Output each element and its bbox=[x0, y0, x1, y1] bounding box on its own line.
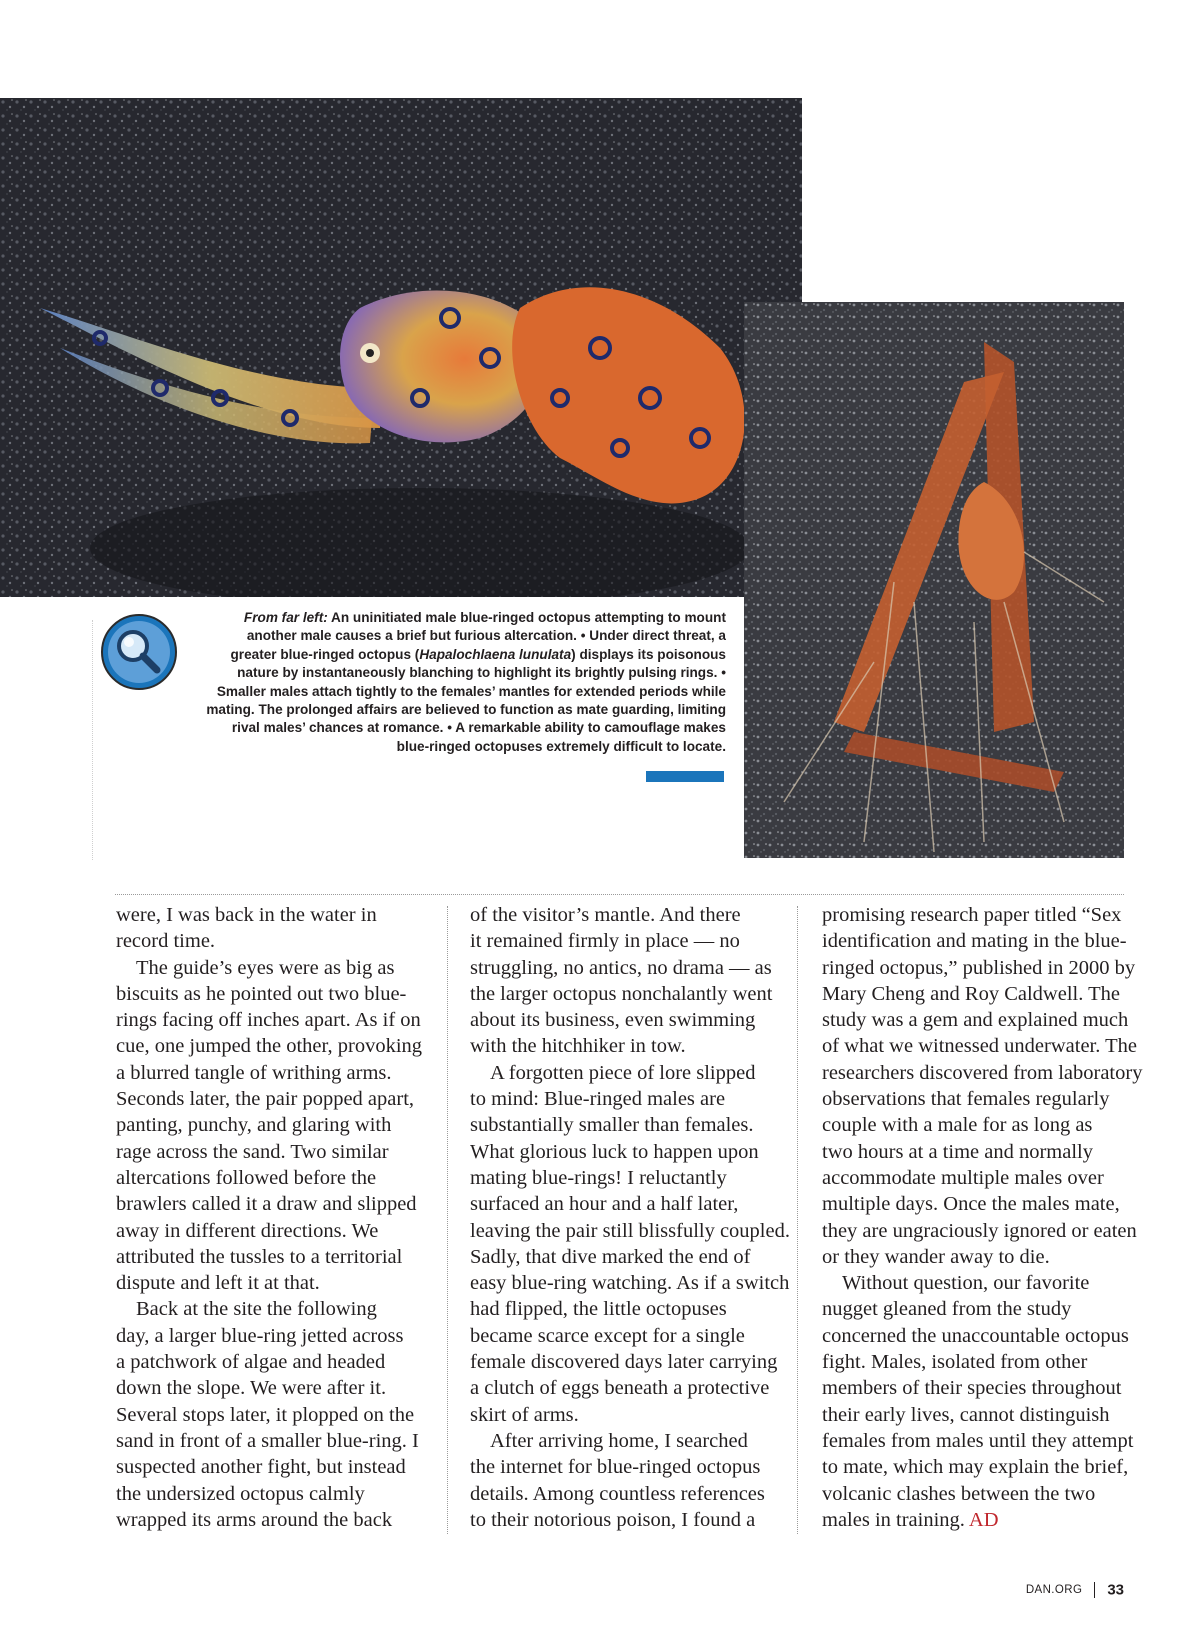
octopus-photo-main bbox=[0, 98, 806, 601]
text-line: females from males until they attempt bbox=[822, 1429, 1134, 1452]
text-line: it remained firmly in place — no bbox=[470, 930, 740, 953]
text-line: volcanic clashes between the two bbox=[822, 1482, 1096, 1505]
caption-text-2: ) displays its poisonous nature by instantaneously blanching to highlight its brightly pulsing rings. • Smaller males attach tightly to the females’ mantles for extended periods while mating. The prolonged affairs are believed to function as mate guarding, limiting rival males’ chances at romance. • A remarkable ability to camouflage makes blue-ringed octopuses extremely difficult to locate. bbox=[206, 646, 726, 754]
text-line: to their notorious poison, I found a bbox=[470, 1508, 756, 1531]
text-line: members of their species throughout bbox=[822, 1377, 1122, 1400]
text-line: sand in front of a smaller blue-ring. I bbox=[116, 1429, 419, 1452]
caption-lead: From far left: bbox=[243, 610, 328, 625]
text-line: nugget gleaned from the study bbox=[822, 1298, 1072, 1321]
text-line: two hours at a time and normally bbox=[822, 1140, 1093, 1163]
text-line: Several stops later, it plopped on the bbox=[116, 1403, 415, 1426]
text-line: with the hitchhiker in tow. bbox=[470, 1035, 686, 1058]
text-line: Seconds later, the pair popped apart, bbox=[116, 1088, 415, 1111]
caption-margin-rule bbox=[92, 620, 93, 860]
text-column-3 bbox=[822, 902, 1143, 1542]
text-line: or they wander away to die. bbox=[822, 1245, 1050, 1268]
text-line: identification and mating in the blue- bbox=[822, 930, 1127, 953]
text-line: altercations followed before the bbox=[116, 1166, 377, 1189]
text-line: A forgotten piece of lore slipped bbox=[490, 1061, 756, 1084]
text-line: The guide’s eyes were as big as bbox=[136, 956, 395, 979]
text-line: skirt of arms. bbox=[470, 1403, 579, 1426]
text-line: mating blue-rings! I reluctantly bbox=[470, 1166, 727, 1189]
text-line: struggling, no antics, no drama — as bbox=[470, 956, 772, 979]
text-line: researchers discovered from laboratory bbox=[822, 1061, 1143, 1084]
octopus-photo-camouflage bbox=[744, 302, 1124, 858]
last-line-text: males in training. bbox=[822, 1508, 965, 1531]
footer-separator bbox=[1094, 1582, 1095, 1598]
text-line: study was a gem and explained much bbox=[822, 1009, 1129, 1032]
column-separator bbox=[447, 906, 448, 1534]
page-footer bbox=[1026, 1581, 1124, 1599]
text-line: fight. Males, isolated from other bbox=[822, 1351, 1088, 1374]
text-line: the internet for blue-ringed octopus bbox=[470, 1456, 761, 1479]
text-line: female discovered days later carrying bbox=[470, 1351, 778, 1374]
text-line: accommodate multiple males over bbox=[822, 1166, 1104, 1189]
text-line: brawlers called it a draw and slipped bbox=[116, 1193, 417, 1216]
text-line: were, I was back in the water in bbox=[116, 904, 377, 926]
text-line: the larger octopus nonchalantly went bbox=[470, 982, 773, 1005]
text-line: details. Among countless references bbox=[470, 1482, 765, 1505]
text-column-1 bbox=[116, 902, 426, 1542]
text-line: a clutch of eggs beneath a protective bbox=[470, 1377, 770, 1400]
text-column-2 bbox=[470, 902, 790, 1542]
text-line: to mate, which may explain the brief, bbox=[822, 1456, 1129, 1479]
text-line: Back at the site the following bbox=[136, 1298, 377, 1321]
end-mark: AD bbox=[968, 1508, 999, 1531]
text-line: down the slope. We were after it. bbox=[116, 1377, 387, 1400]
text-line: surfaced an hour and a half later, bbox=[470, 1193, 739, 1216]
text-line bbox=[822, 1507, 1132, 1533]
text-line: record time. bbox=[116, 930, 216, 953]
page-number: 33 bbox=[1107, 1581, 1124, 1599]
magnifier-icon bbox=[100, 613, 178, 691]
caption-text-1: An uninitiated male blue-ringed octopus attempting to mount another male causes a brief but furious altercation. • Under direct threat, a greater blue-ringed octopus ( bbox=[230, 610, 726, 662]
text-line: Sadly, that dive marked the end of bbox=[470, 1245, 751, 1268]
text-line: the undersized octopus calmly bbox=[116, 1482, 365, 1505]
text-line: of what we witnessed underwater. The bbox=[822, 1035, 1137, 1058]
text-line: suspected another fight, but instead bbox=[116, 1456, 406, 1479]
text-line: their early lives, cannot distinguish bbox=[822, 1403, 1110, 1426]
text-line: leaving the pair still blissfully coupled. bbox=[470, 1219, 790, 1242]
text-line: ringed octopus,” published in 2000 by bbox=[822, 956, 1136, 979]
text-line: of the visitor’s mantle. And there bbox=[470, 904, 741, 926]
text-line: day, a larger blue-ring jetted across bbox=[116, 1324, 404, 1347]
text-line: a blurred tangle of writhing arms. bbox=[116, 1061, 392, 1084]
text-line: rage across the sand. Two similar bbox=[116, 1140, 389, 1163]
text-line: rings facing off inches apart. As if on bbox=[116, 1009, 421, 1032]
section-divider bbox=[115, 894, 1124, 895]
text-line: dispute and left it at that. bbox=[116, 1272, 320, 1295]
text-line: cue, one jumped the other, provoking bbox=[116, 1035, 423, 1058]
caption-accent-bar bbox=[646, 771, 724, 782]
text-line: substantially smaller than females. bbox=[470, 1114, 754, 1137]
text-line: away in different directions. We bbox=[116, 1219, 379, 1242]
text-line: Mary Cheng and Roy Caldwell. The bbox=[822, 982, 1120, 1005]
text-line: observations that females regularly bbox=[822, 1088, 1110, 1111]
text-line: What glorious luck to happen upon bbox=[470, 1140, 759, 1163]
photo-caption bbox=[200, 609, 726, 756]
text-line: concerned the unaccountable octopus bbox=[822, 1324, 1129, 1347]
text-line: had flipped, the little octopuses bbox=[470, 1298, 727, 1321]
footer-site: DAN.ORG bbox=[1025, 1583, 1083, 1596]
text-line: Without question, our favorite bbox=[842, 1272, 1090, 1295]
caption-scientific-name: Hapalochlaena lunulata bbox=[419, 646, 572, 662]
text-line: they are ungraciously ignored or eaten bbox=[822, 1219, 1137, 1242]
text-line: biscuits as he pointed out two blue- bbox=[116, 982, 407, 1005]
text-line: wrapped its arms around the back bbox=[116, 1508, 393, 1531]
text-line: became scarce except for a single bbox=[470, 1324, 745, 1347]
text-line: After arriving home, I searched bbox=[490, 1429, 748, 1452]
text-line: multiple days. Once the males mate, bbox=[822, 1193, 1120, 1216]
text-line: couple with a male for as long as bbox=[822, 1114, 1093, 1137]
text-line: to mind: Blue-ringed males are bbox=[470, 1088, 726, 1111]
text-line: panting, punchy, and glaring with bbox=[116, 1114, 392, 1137]
column-separator bbox=[797, 906, 798, 1534]
text-line: about its business, even swimming bbox=[470, 1009, 756, 1032]
text-line: easy blue-ring watching. As if a switch bbox=[470, 1272, 790, 1295]
text-line: attributed the tussles to a territorial bbox=[116, 1245, 403, 1268]
text-line: a patchwork of algae and headed bbox=[116, 1351, 386, 1374]
text-line: promising research paper titled “Sex bbox=[822, 904, 1122, 926]
